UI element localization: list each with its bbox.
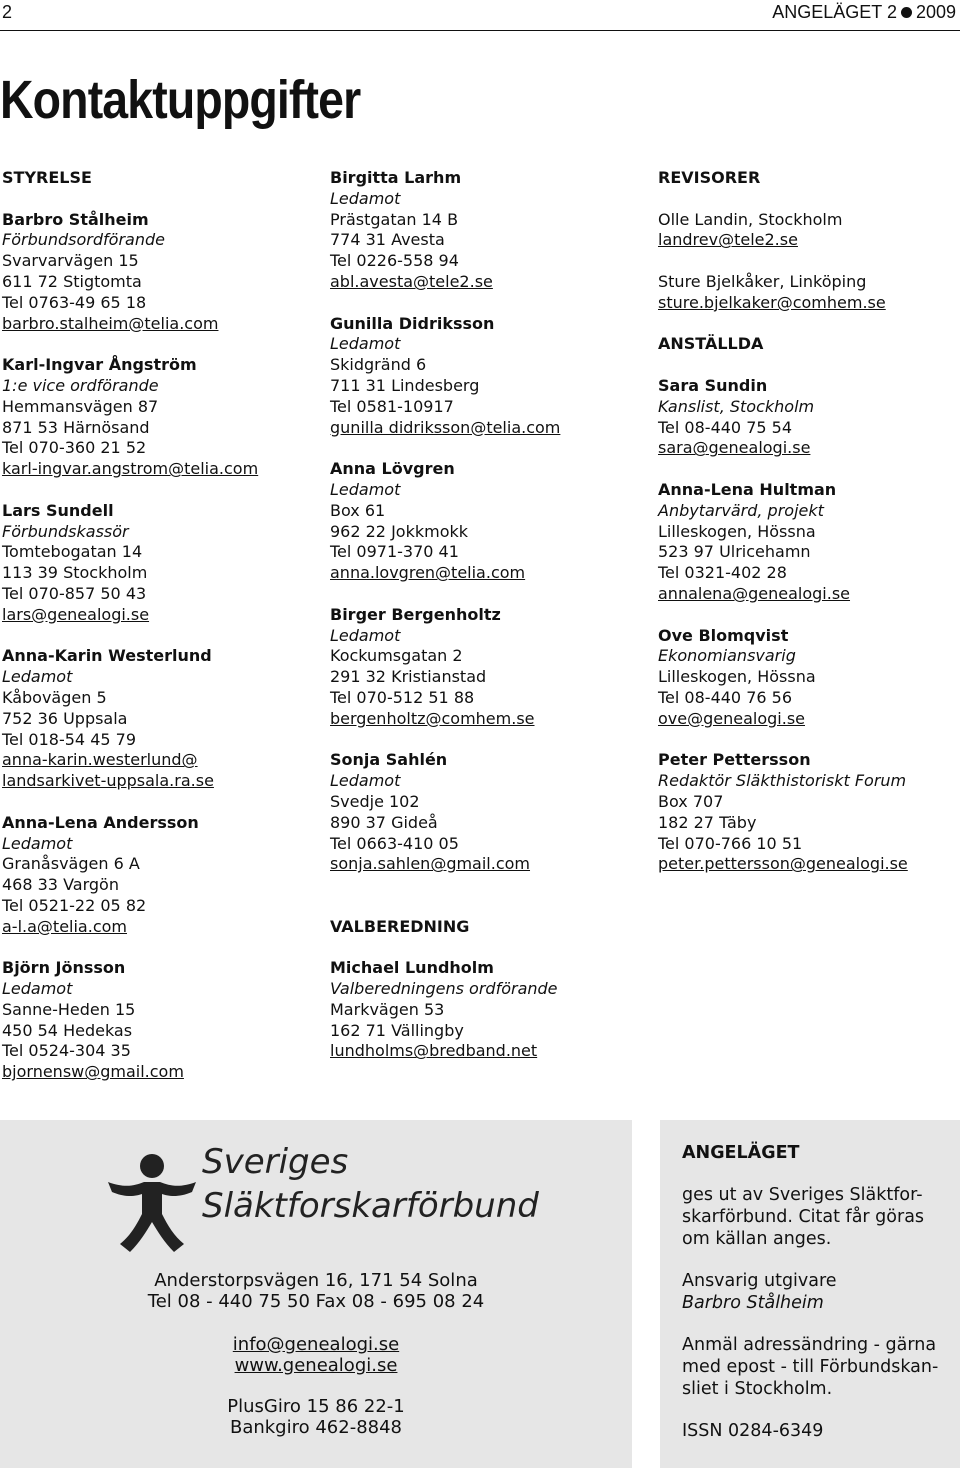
plusgiro-line: PlusGiro 15 86 22-1 (227, 1396, 405, 1417)
contact-line: Tomtebogatan 14 (2, 542, 143, 562)
address-line: Anderstorpsvägen 16, 171 54 Solna (154, 1270, 478, 1291)
contact-line: Tel 08-440 76 56 (658, 687, 792, 707)
contact-email-link[interactable]: gunilla didriksson@telia.com (330, 417, 561, 437)
section-heading-anstallda: ANSTÄLLDA (658, 334, 764, 354)
contact-line: Tel 070-360 21 52 (2, 438, 147, 458)
organization-web-link[interactable]: www.genealogi.se (234, 1355, 398, 1376)
contact-entry (330, 605, 645, 730)
contact-name: Björn Jönsson (2, 958, 126, 978)
contact-entry (330, 168, 645, 293)
logo-line-1: Sveriges (202, 1142, 349, 1182)
contact-line: Tel 0971-370 41 (330, 542, 459, 562)
contact-line: Prästgatan 14 B (330, 209, 459, 229)
colophon-paragraph (682, 1184, 950, 1250)
contact-line: Granåsvägen 6 A (2, 854, 140, 874)
contact-role: Ledamot (330, 479, 401, 499)
publisher-name: Barbro Stålheim (682, 1293, 824, 1313)
column-1 (2, 168, 317, 1104)
contact-email-link[interactable]: ove@genealogi.se (658, 708, 805, 728)
contact-entry (2, 958, 317, 1083)
colophon-publisher (682, 1270, 950, 1314)
contact-name: Ove Blomqvist (658, 625, 789, 645)
bullet-dot-icon (901, 7, 912, 18)
contact-entry (2, 210, 317, 335)
contact-entry (330, 750, 645, 875)
contact-line: Markvägen 53 (330, 999, 445, 1019)
contact-line: Tel 0524-304 35 (2, 1041, 131, 1061)
organization-box (0, 1120, 632, 1468)
contact-name: Birger Bergenholtz (330, 604, 501, 624)
contact-email-link[interactable]: abl.avesta@tele2.se (330, 271, 493, 291)
colophon-line: om källan anges. (682, 1229, 832, 1249)
contact-email-link[interactable]: sara@genealogi.se (658, 438, 811, 458)
auditor-list (658, 210, 958, 314)
contact-name: Michael Lundholm (330, 958, 494, 978)
contact-entry (658, 376, 958, 459)
colophon-paragraph (682, 1334, 950, 1400)
auditor-name: Olle Landin, Stockholm (658, 209, 843, 229)
contact-line: 450 54 Hedekas (2, 1020, 133, 1040)
contact-entry (2, 501, 317, 626)
contact-line: Lilleskogen, Hössna (658, 667, 816, 687)
contact-email-link[interactable]: bjornensw@gmail.com (2, 1062, 184, 1082)
contact-entry (2, 813, 317, 938)
contact-name: Anna-Lena Andersson (2, 812, 199, 832)
organization-address (0, 1270, 632, 1312)
logo-wordmark (202, 1140, 539, 1228)
contact-entry (330, 459, 645, 584)
contact-name: Barbro Stålheim (2, 209, 149, 229)
contact-line: Sanne-Heden 15 (2, 999, 136, 1019)
colophon-line: ges ut av Sveriges Släktfor- (682, 1185, 923, 1205)
bankgiro-line: Bankgiro 462-8848 (229, 1417, 403, 1438)
contact-role: Ledamot (330, 334, 401, 354)
auditor-email-link[interactable]: sture.bjelkaker@comhem.se (658, 292, 886, 312)
contact-line: 752 36 Uppsala (2, 708, 128, 728)
contact-line: 890 37 Gideå (330, 812, 438, 832)
contact-role: Ledamot (2, 667, 73, 687)
contact-email-link[interactable]: bergenholtz@comhem.se (330, 708, 535, 728)
contact-line: 162 71 Vällingby (330, 1020, 464, 1040)
contact-name: Gunilla Didriksson (330, 313, 495, 333)
contact-role: Ledamot (2, 833, 73, 853)
contact-email-link[interactable]: anna-karin.westerlund@ (2, 750, 198, 770)
auditor-name: Sture Bjelkåker, Linköping (658, 271, 867, 291)
contact-name: Anna Lövgren (330, 459, 455, 479)
contact-line: Tel 0321-402 28 (658, 563, 787, 583)
organization-logo (104, 1140, 544, 1260)
contact-line: Hemmansvägen 87 (2, 396, 159, 416)
contact-email-link[interactable]: a-l.a@telia.com (2, 916, 127, 936)
colophon-line: skarförbund. Citat får göras (682, 1207, 925, 1227)
contact-line: 962 22 Jokkmokk (330, 521, 469, 541)
contact-email-link[interactable]: lundholms@bredband.net (330, 1041, 538, 1061)
contact-role: Anbytarvärd, projekt (658, 500, 824, 520)
auditor-entry (658, 272, 958, 314)
contact-name: Anna-Lena Hultman (658, 479, 837, 499)
contact-role: Ledamot (330, 188, 401, 208)
contact-line: Tel 018-54 45 79 (2, 729, 136, 749)
auditor-entry (658, 210, 958, 252)
contact-entry (658, 750, 958, 875)
contact-line: Kåbovägen 5 (2, 687, 107, 707)
contact-line: Tel 0663-410 05 (330, 833, 459, 853)
stick-figure-icon (104, 1148, 200, 1258)
auditor-email-link[interactable]: landrev@tele2.se (658, 230, 798, 250)
contact-role: Förbundsordförande (2, 230, 165, 250)
people-list (330, 958, 645, 1062)
column-2 (330, 168, 645, 1083)
contact-line: Box 707 (658, 791, 724, 811)
contact-line: 611 72 Stigtomta (2, 271, 142, 291)
contact-entry (330, 314, 645, 439)
contact-line: Tel 070-857 50 43 (2, 583, 147, 603)
contact-line: Svedje 102 (330, 791, 420, 811)
colophon-line: sliet i Stockholm. (682, 1379, 833, 1399)
contact-name: Sonja Sahlén (330, 750, 448, 770)
contact-entry (2, 646, 317, 792)
contact-line: Tel 070-512 51 88 (330, 687, 475, 707)
contact-line: 468 33 Vargön (2, 875, 119, 895)
contact-line: Box 61 (330, 500, 386, 520)
contact-role: Redaktör Släkthistoriskt Forum (658, 771, 907, 791)
people-list (330, 168, 645, 875)
people-list (658, 376, 958, 875)
page-header (0, 0, 960, 26)
contact-role: 1:e vice ordförande (2, 375, 159, 395)
contact-line: Svarvarvägen 15 (2, 251, 139, 271)
contact-line: Tel 0226-558 94 (330, 251, 459, 271)
contact-line: Tel 070-766 10 51 (658, 833, 803, 853)
issn-line: ISSN 0284-6349 (682, 1421, 824, 1441)
header-rule (0, 30, 960, 31)
publication-name: ANGELÄGET 2 (772, 2, 897, 22)
contact-role: Ekonomiansvarig (658, 646, 796, 666)
contact-email-link[interactable]: peter.pettersson@genealogi.se (658, 854, 908, 874)
contact-line: Tel 0521-22 05 82 (2, 895, 147, 915)
section-heading-revisorer: REVISORER (658, 168, 761, 187)
contact-line: 182 27 Täby (658, 812, 757, 832)
contact-name: Birgitta Larhm (330, 168, 462, 187)
organization-email-link[interactable]: info@genealogi.se (232, 1334, 400, 1355)
section-heading-styrelse: STYRELSE (2, 168, 92, 187)
contact-name: Peter Pettersson (658, 750, 811, 770)
contact-role: Ledamot (330, 625, 401, 645)
organization-contact-links (0, 1334, 632, 1376)
publisher-label: Ansvarig utgivare (682, 1271, 837, 1291)
contact-email-link[interactable]: karl-ingvar.angstrom@telia.com (2, 459, 259, 479)
contact-email-link[interactable]: landsarkivet-uppsala.ra.se (2, 771, 214, 791)
contact-line: 523 97 Ulricehamn (658, 542, 811, 562)
contact-entry (330, 958, 645, 1062)
colophon-heading: ANGELÄGET (682, 1143, 800, 1163)
contact-role: Kanslist, Stockholm (658, 396, 815, 416)
phone-fax-line: Tel 08 - 440 75 50 Fax 08 - 695 08 24 (147, 1291, 485, 1312)
people-list (2, 210, 317, 1083)
colophon-line: med epost - till Förbundskan- (682, 1357, 939, 1377)
contact-email-link[interactable]: sonja.sahlen@gmail.com (330, 854, 531, 874)
contact-line: 711 31 Lindesberg (330, 375, 480, 395)
contact-email-link[interactable]: barbro.stalheim@telia.com (2, 313, 219, 333)
section-heading-valberedning: VALBEREDNING (330, 916, 470, 936)
publication-year: 2009 (915, 2, 956, 22)
contact-line: 871 53 Härnösand (2, 417, 150, 437)
contact-line: Tel 0581-10917 (330, 396, 454, 416)
page-number: 2 (2, 2, 13, 22)
colophon-content (682, 1142, 950, 1442)
contact-line: 291 32 Kristianstad (330, 667, 487, 687)
spacer (330, 896, 645, 917)
column-3 (658, 168, 958, 896)
contact-email-link[interactable]: annalena@genealogi.se (658, 583, 851, 603)
contact-role: Ledamot (330, 771, 401, 791)
contact-role: Förbundskassör (2, 521, 129, 541)
organization-payment-info (0, 1396, 632, 1438)
contact-entry (2, 355, 317, 480)
contact-entry (658, 626, 958, 730)
contact-line: 113 39 Stockholm (2, 563, 148, 583)
contact-role: Ledamot (2, 979, 73, 999)
contact-name: Sara Sundin (658, 375, 768, 395)
contact-line: Lilleskogen, Hössna (658, 521, 816, 541)
page-title: Kontaktuppgifter (0, 70, 361, 130)
contact-line: Skidgränd 6 (330, 355, 427, 375)
colophon-line: Anmäl adressändring - gärna (682, 1335, 937, 1355)
contact-name: Karl-Ingvar Ångström (2, 355, 197, 375)
contact-name: Anna-Karin Westerlund (2, 646, 212, 666)
running-head (772, 0, 956, 24)
contact-email-link[interactable]: anna.lovgren@telia.com (330, 563, 526, 583)
logo-line-2: Släktforskarförbund (202, 1186, 539, 1226)
contact-role: Valberedningens ordförande (330, 979, 558, 999)
contact-entry (658, 480, 958, 605)
contact-line: Tel 08-440 75 54 (658, 417, 792, 437)
colophon-box (660, 1120, 960, 1468)
contact-line: 774 31 Avesta (330, 230, 445, 250)
contact-line: Kockumsgatan 2 (330, 646, 463, 666)
contact-email-link[interactable]: lars@genealogi.se (2, 604, 150, 624)
contact-name: Lars Sundell (2, 500, 114, 520)
contact-line: Tel 0763-49 65 18 (2, 292, 147, 312)
